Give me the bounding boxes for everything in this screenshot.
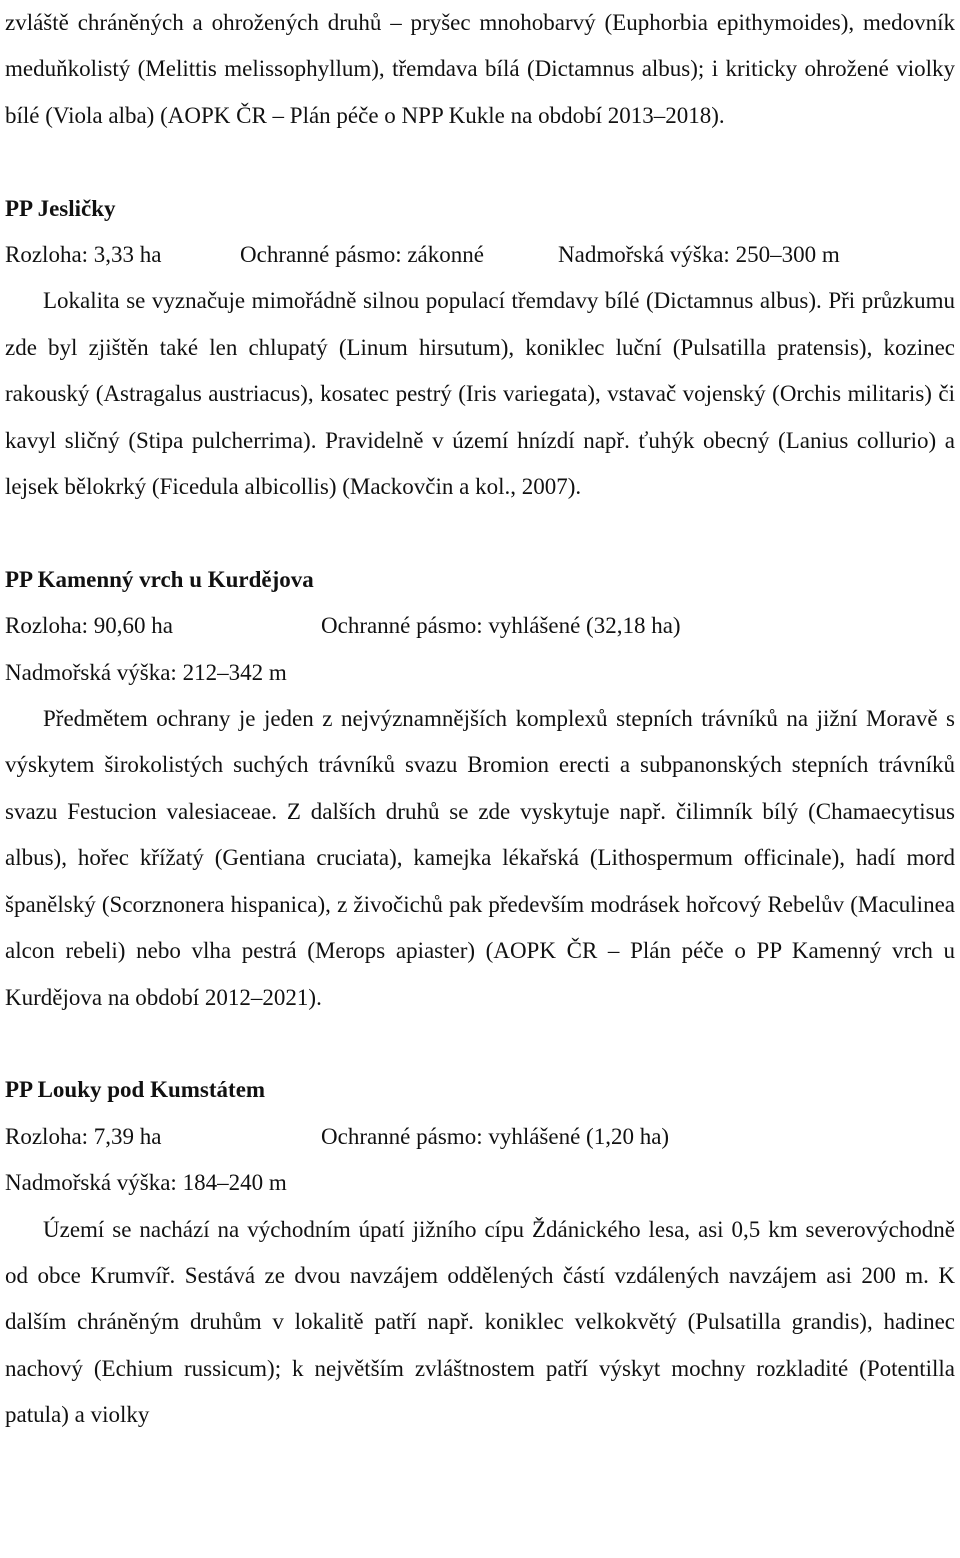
section-altitude-kamenny-vrch bbox=[5, 650, 955, 696]
area-value: Rozloha: 7,39 ha bbox=[5, 1123, 162, 1149]
section-gap bbox=[5, 1021, 955, 1067]
buffer-zone-value: Ochranné pásmo: zákonné bbox=[240, 242, 484, 268]
section-text-jeslicky: Lokalita se vyznačuje mimořádně silnou populací třemdavy bílé (Dictamnus albus). Při průzkumu zde byl zjištěn také len chlupatý (Linum hirsutum), koniklec luční (Pulsatilla pratensis), kozinec rakouský (Astragalus austriacus), kosatec pestrý (Iris variegata), vstavač vojenský (Orchis militaris) či kavyl sličný (Stipa pulcherrima). Pravidelně v území hnízdí např. ťuhýk obecný (Lanius collurio) a lejsek bělokrký (Ficedula albicollis) (Mackovčin a kol., 2007). bbox=[5, 288, 955, 500]
intro-paragraph: zvláště chráněných a ohrožených druhů – pryšec mnohobarvý (Euphorbia epithymoides), medovník meduňkolistý (Melittis melissophyllum), třemdava bílá (Dictamnus albus); i kriticky ohrožené violky bílé (Viola alba) (AOPK ČR – Plán péče o NPP Kukle na období 2013–2018). bbox=[5, 10, 955, 128]
area-value: Rozloha: 90,60 ha bbox=[5, 613, 173, 639]
section-meta-jeslicky bbox=[5, 232, 955, 278]
section-text-kamenny-vrch: Předmětem ochrany je jeden z nejvýznamnějších komplexů stepních trávníků na jižní Moravě s výskytem širokolistých suchých trávníků svazu Bromion erecti a subpanonských stepních trávníků svazu Festucion valesiaceae. Z dalších druhů se zde vyskytuje např. čilimník bílý (Chamaecytisus albus), hořec křížatý (Gentiana cruciata), kamejka lékařská (Lithospermum officinale), hadí mord španělský (Scorznonera hispanica), z živočichů pak především modrásek hořcový Rebelův (Maculinea alcon rebeli) nebo vlha pestrá (Merops apiaster) (AOPK ČR – Plán péče o PP Kamenný vrch u Kurdějova na období 2012–2021). bbox=[5, 706, 955, 1010]
section-gap bbox=[5, 139, 955, 185]
section-meta-louky bbox=[5, 1114, 955, 1160]
section-meta-kamenny-vrch bbox=[5, 603, 955, 649]
section-title-louky-pod-kumstatem: PP Louky pod Kumstátem bbox=[5, 1077, 266, 1103]
buffer-zone-value: Ochranné pásmo: vyhlášené (1,20 ha) bbox=[321, 1123, 670, 1149]
buffer-zone-value: Ochranné pásmo: vyhlášené (32,18 ha) bbox=[321, 613, 681, 639]
document-page bbox=[5, 0, 955, 1439]
altitude-value: Nadmořská výška: 250–300 m bbox=[558, 242, 840, 268]
section-altitude-louky bbox=[5, 1160, 955, 1206]
section-title-jeslicky: PP Jesličky bbox=[5, 195, 116, 221]
section-text-louky: Území se nachází na východním úpatí jižního cípu Ždánického lesa, asi 0,5 km severovýchodně od obce Krumvíř. Sestává ze dvou navzájem oddělených částí vzdálených navzájem asi 200 m. K dalším chráněným druhům v lokalitě patří např. koniklec velkokvětý (Pulsatilla grandis), hadinec nachový (Echium russicum); k největším zvláštnostem patří výskyt mochny rozkladité (Potentilla patula) a violky bbox=[5, 1216, 955, 1428]
section-title-kamenny-vrch: PP Kamenný vrch u Kurdějova bbox=[5, 566, 314, 592]
section-gap bbox=[5, 510, 955, 556]
area-value: Rozloha: 3,33 ha bbox=[5, 242, 162, 268]
altitude-value: Nadmořská výška: 212–342 m bbox=[5, 659, 287, 685]
altitude-value: Nadmořská výška: 184–240 m bbox=[5, 1170, 287, 1196]
